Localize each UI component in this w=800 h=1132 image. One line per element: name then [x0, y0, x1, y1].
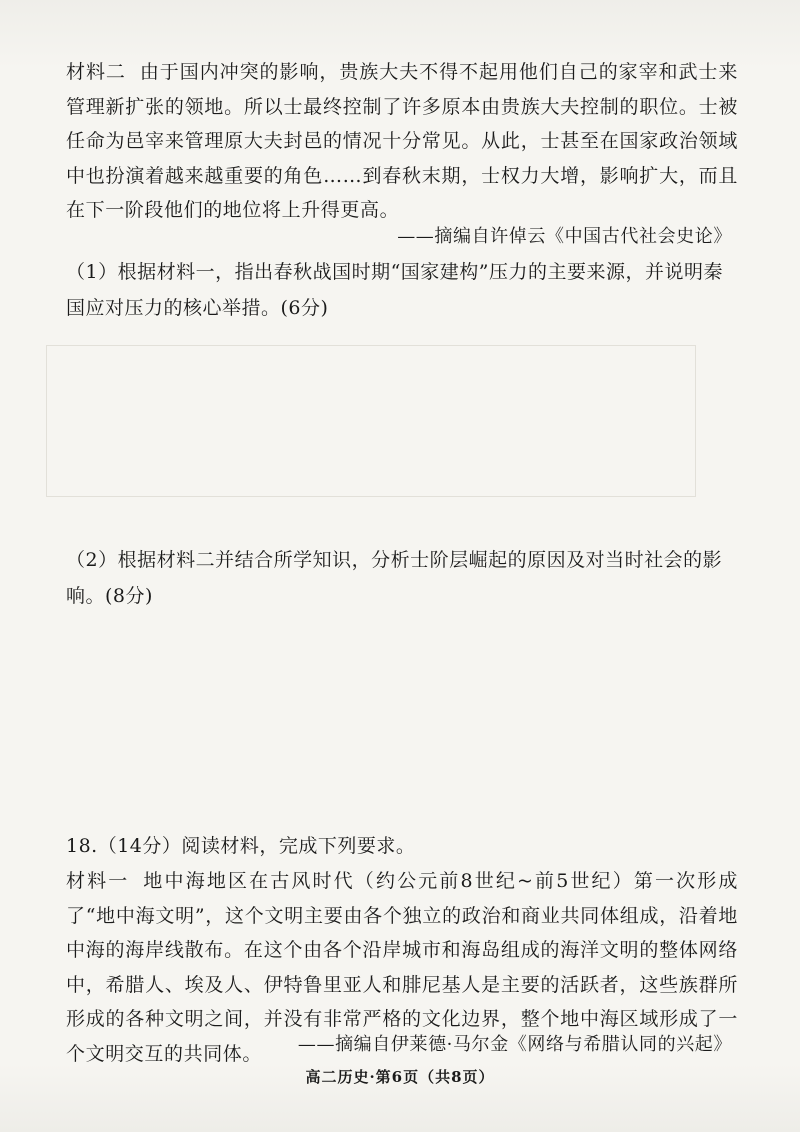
material-two-text: 由于国内冲突的影响，贵族大夫不得不起用他们自己的家宰和武士来管理新扩张的领地。所以士最终控制了许多原本由贵族大夫控制的职位。士被任命为邑宰来管理原大夫封邑的情况十分常见。从此，士甚至在国家政治领域中也扮演着越来越重要的角色……到春秋末期，士权力大增，影响扩大，而且在下一阶段他们的地位将上升得更高。	[66, 61, 738, 221]
material-two-paragraph	[66, 55, 738, 228]
q18-material-one-label: 材料一	[66, 870, 130, 892]
page-footer: 高二历史·第6页（共8页）	[305, 1068, 495, 1086]
show-through-box	[46, 345, 696, 497]
question-18-heading: 18.（14分）阅读材料，完成下列要求。	[66, 835, 416, 857]
question-17-2: （2）根据材料二并结合所学知识，分析士阶层崛起的原因及对当时社会的影响。(8分)	[66, 549, 723, 607]
material-two-source: ——摘编自许倬云《中国古代社会史论》	[397, 226, 732, 247]
q18-material-one-text: 地中海地区在古风时代（约公元前8世纪~前5世纪）第一次形成了“地中海文明”，这个文明主要由各个独立的政治和商业共同体组成，沿着地中海的海岸线散布。在这个由各个沿岸城市和海岛组成的海洋文明的整体网络中，希腊人、埃及人、伊特鲁里亚人和腓尼基人是主要的活跃者，这些族群所形成的各种文明之间，并没有非常严格的文化边界，整个地中海区域形成了一个文明交互的共同体。	[66, 870, 738, 1065]
q18-material-one-source: ——摘编自伊莱德·马尔金《网络与希腊认同的兴起》	[297, 1034, 732, 1055]
question-17-1: （1）根据材料一，指出春秋战国时期“国家建构”压力的主要来源，并说明秦国应对压力的核心举措。(6分)	[66, 261, 724, 319]
material-two-label: 材料二	[66, 61, 126, 83]
